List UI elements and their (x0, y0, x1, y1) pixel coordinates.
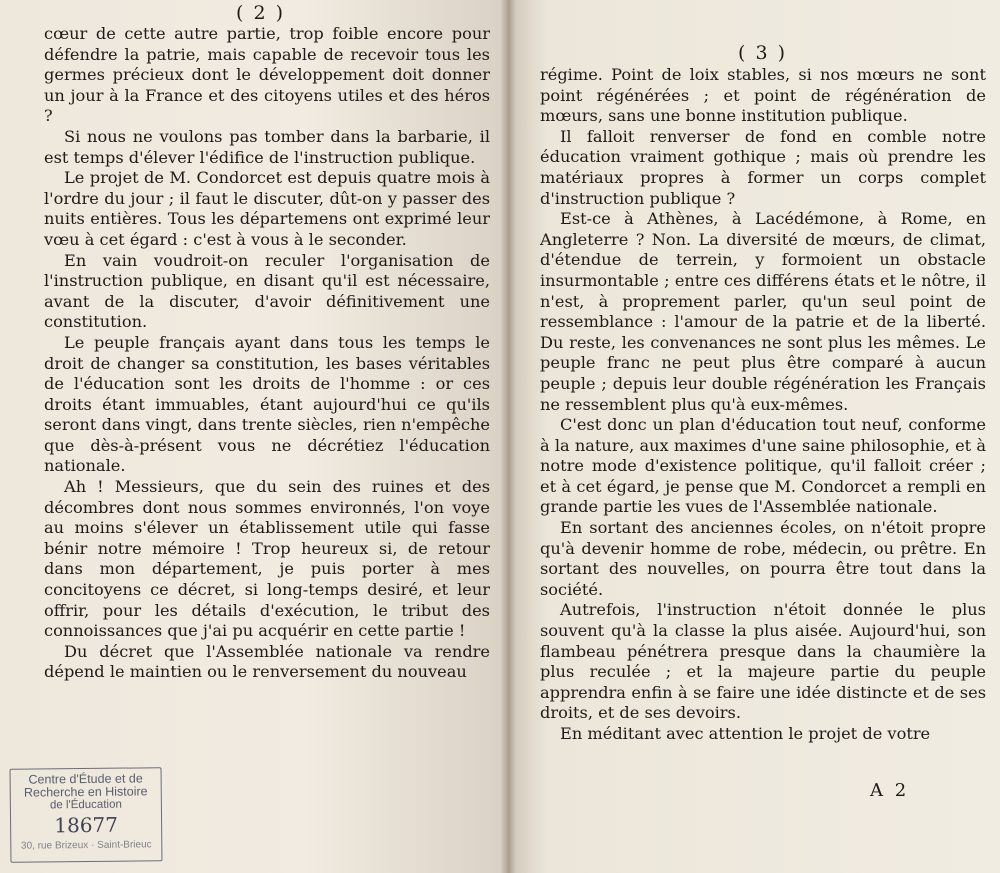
paragraph: Si nous ne voulons pas tomber dans la barbarie, il est temps d'élever l'édifice de l'instruction publique. (44, 126, 490, 167)
stamp-inventory-number: 18677 (54, 812, 119, 838)
paragraph: Est-ce à Athènes, à Lacédémone, à Rome, en Angleterre ? Non. La diversité de mœurs, de climat, d'étendue de terrein, y formoient un obstacle insurmontable ; entre ces différens états et le nôtre, il n'est, à proprement parler, qu'un seul point de ressemblance : l'amour de la patrie et de la liberté. Du reste, les convenances ne sont plus les mêmes. Le peuple franc ne peut plus être comparé à aucun peuple ; depuis leur double régénération les Français ne ressemblent plus qu'à eux-mêmes. (540, 209, 986, 414)
paragraph: Ah ! Messieurs, que du sein des ruines et des décombres dont nous sommes environnés, l'on voye au moins s'élever un établissement utile qui fasse bénir notre mémoire ! Trop heureux si, de retour dans mon département, je puis porter à mes concitoyens ce décret, si long-temps desiré, et leur offrir, pour les détails d'exécution, le tribut des connoissances que j'ai pu acquérir en cette partie ! (44, 477, 490, 641)
paragraph: En vain voudroit-on reculer l'organisation de l'instruction publique, en disant qu'il est nécessaire, avant de la discuter, d'avoir définitivement une constitution. (44, 250, 490, 332)
signature-mark: A 2 (870, 780, 910, 801)
paragraph: régime. Point de loix stables, si nos mœurs ne sont point régénérées ; et point de régénération de mœurs, sans une bonne institution publique. (540, 65, 986, 126)
paragraph: En sortant des anciennes écoles, on n'étoit propre qu'à devenir homme de robe, médecin, ou prêtre. En sortant des nouvelles, on pourra être tout dans la société. (540, 518, 986, 599)
paragraph: Il falloit renverser de fond en comble notre éducation vraiment gothique ; mais où prendre les matériaux propres à former un corps complet d'instruction publique ? (540, 126, 986, 208)
paragraph: Autrefois, l'instruction n'étoit donnée le plus souvent qu'à la classe la plus aisée. Aujourd'hui, son flambeau pénétrera presque dans la chaumière la plus reculée ; et la majeure partie du peuple apprendra enfin à se faire une idée distincte et de ses droits, et de ses devoirs. (540, 600, 986, 723)
paragraph: Du décret que l'Assemblée nationale va rendre dépend le maintien ou le renversement du nouveau (44, 641, 490, 682)
stamp-line: Recherche en Histoire (23, 784, 148, 800)
stamp-address: 30, rue Brizeux · Saint-Brieuc (20, 839, 152, 852)
left-page-text (44, 24, 490, 683)
paragraph: En méditant avec attention le projet de votre (560, 724, 931, 743)
stamp-line: de l'Éducation (49, 798, 122, 812)
page-number-right: ( 3 ) (738, 42, 787, 64)
paragraph: Le projet de M. Condorcet est depuis quatre mois à l'ordre du jour ; il faut le discuter, dût-on y passer des nuits entières. Tous les départemens ont exprimé leur vœu à cet égard : c'est à vous à le seconder. (44, 168, 490, 249)
right-page-text (540, 65, 986, 745)
stamp-line: Centre d'Étude et de (28, 771, 143, 787)
page-number-left: ( 2 ) (236, 2, 285, 24)
paragraph: C'est donc un plan d'éducation tout neuf, conforme à la nature, aux maximes d'une saine philosophie, et à notre mode d'existence politique, qu'il falloit créer ; et à cet égard, je pense que M. Condorcet a rempli en grande partie les vues de l'Assemblée nationale. (540, 415, 986, 517)
library-stamp (10, 767, 163, 863)
book-gutter (500, 0, 516, 873)
paragraph: cœur de cette autre partie, trop foible encore pour défendre la patrie, mais capable de recevoir tous les germes précieux dont le développement doit donner un jour à la France et des citoyens utiles et des héros ? (44, 24, 490, 126)
paragraph: Le peuple français ayant dans tous les temps le droit de changer sa constitution, les bases véritables de l'éducation sont les droits de l'homme : or ces droits étant immuables, étant aujourd'hui ce qu'ils seront dans vingt, dans trente siècles, rien n'empêche que dès-à-présent vous ne décrétiez l'éducation nationale. (44, 332, 490, 476)
right-page (508, 0, 1000, 873)
